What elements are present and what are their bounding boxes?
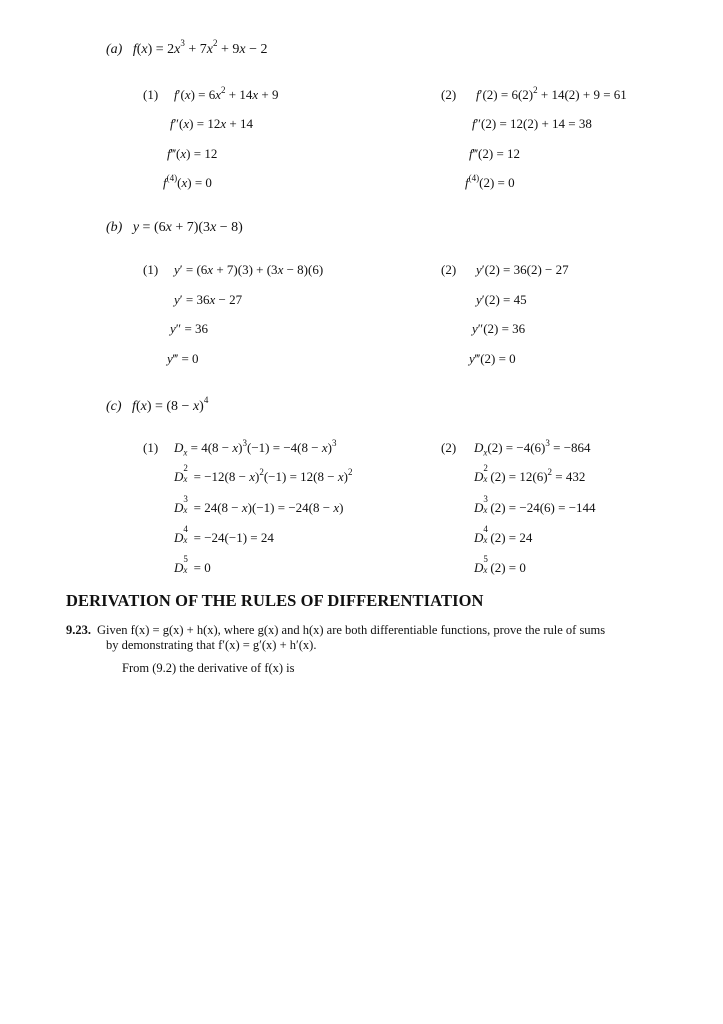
part-a-right-1: $f'(2) = 6(2)^2 + 14(2) + 9 = 61$ [476, 84, 627, 102]
part-a-heading: (a) $f(x) = 2x^3 + 7x^2 + 9x - 2$ [106, 38, 268, 57]
problem-9-23 [66, 623, 666, 653]
part-a-left-1: $f'(x) = 6x^2 + 14x + 9$ [174, 84, 279, 102]
part-b-step1-label: (1) [143, 262, 159, 277]
part-b-left-1: y′ = (6x + 7)(3) + (3x − 8)(6) [174, 262, 324, 277]
part-b-step2-label: (2) [441, 262, 457, 277]
part-b-right-1: y′(2) = 36(2) − 27 [476, 262, 569, 277]
part-c-left-1: $D_x = 4(8 - x)^3(-1) = -4(8 - x)^3$ [174, 437, 337, 458]
part-a-step2-label: (2) [441, 87, 457, 102]
part-c-right-3: D 3 x (2) = −24(6) = −144 [474, 494, 596, 515]
part-a-right-2: f″(2) = 12(2) + 14 = 38 [472, 116, 592, 131]
problem-number: 9.23. [66, 623, 91, 637]
part-b-heading: (b) y = (6x + 7)(3x − 8) [106, 220, 243, 235]
part-b-right-2: y′(2) = 45 [476, 292, 527, 307]
part-a-label: (a) [106, 42, 123, 57]
part-c-right-5: D 5 x (2) = 0 [474, 554, 526, 575]
part-a-left-4: $f^{(4)}(x) = 0$ [163, 172, 212, 190]
part-a-left-3: f‴(x) = 12 [167, 146, 218, 161]
part-c-heading: (c) $f(x) = (8 - x)^4$ [106, 395, 209, 414]
part-c-label: (c) [106, 399, 122, 414]
part-a-step1-label: (1) [143, 87, 159, 102]
part-b-right-4: y‴(2) = 0 [469, 351, 516, 366]
part-b-label: (b) [106, 220, 123, 235]
part-c-step1-label: (1) [143, 440, 159, 455]
part-c-left-5: D 5 x = 0 [174, 554, 211, 575]
part-c-left-3: D 3 x = 24(8 − x)(−1) = −24(8 − x) [174, 494, 344, 515]
part-c-left-2: D 2 x = $-12(8 - x)^2(-1) = 12(8 - x)^2$ [174, 463, 353, 484]
part-a-right-3: f‴(2) = 12 [469, 146, 521, 161]
part-c-left-4: D 4 x = −24(−1) = 24 [174, 524, 274, 545]
part-c-step2-label: (2) [441, 440, 457, 455]
problem-line-2: by demonstrating that f′(x) = g′(x) + h′(x). [106, 638, 317, 652]
part-a-left-2: f″(x) = 12x + 14 [170, 116, 253, 131]
problem-line-1: Given f(x) = g(x) + h(x), where g(x) and h(x) are both differentiable functions, prove the rule of sums [97, 623, 606, 637]
from-text: From (9.2) the derivative of f(x) is [122, 661, 295, 675]
part-b-left-4: y‴ = 0 [167, 351, 199, 366]
part-b-right-3: y″(2) = 36 [472, 321, 526, 336]
part-a-right-4: $f^{(4)}(2) = 0$ [465, 172, 515, 190]
part-c-right-1: $D_x(2) = -4(6)^3 = -864$ [474, 437, 591, 458]
part-b-left-3: y″ = 36 [170, 321, 209, 336]
section-title: DERIVATION OF THE RULES OF DIFFERENTIATION [66, 591, 484, 610]
part-b-left-2: y′ = 36x − 27 [174, 292, 243, 307]
part-c-right-4: D 4 x (2) = 24 [474, 524, 533, 545]
part-c-right-2: D 2 x $(2) = 12(6)^2 = 432$ [474, 463, 586, 484]
